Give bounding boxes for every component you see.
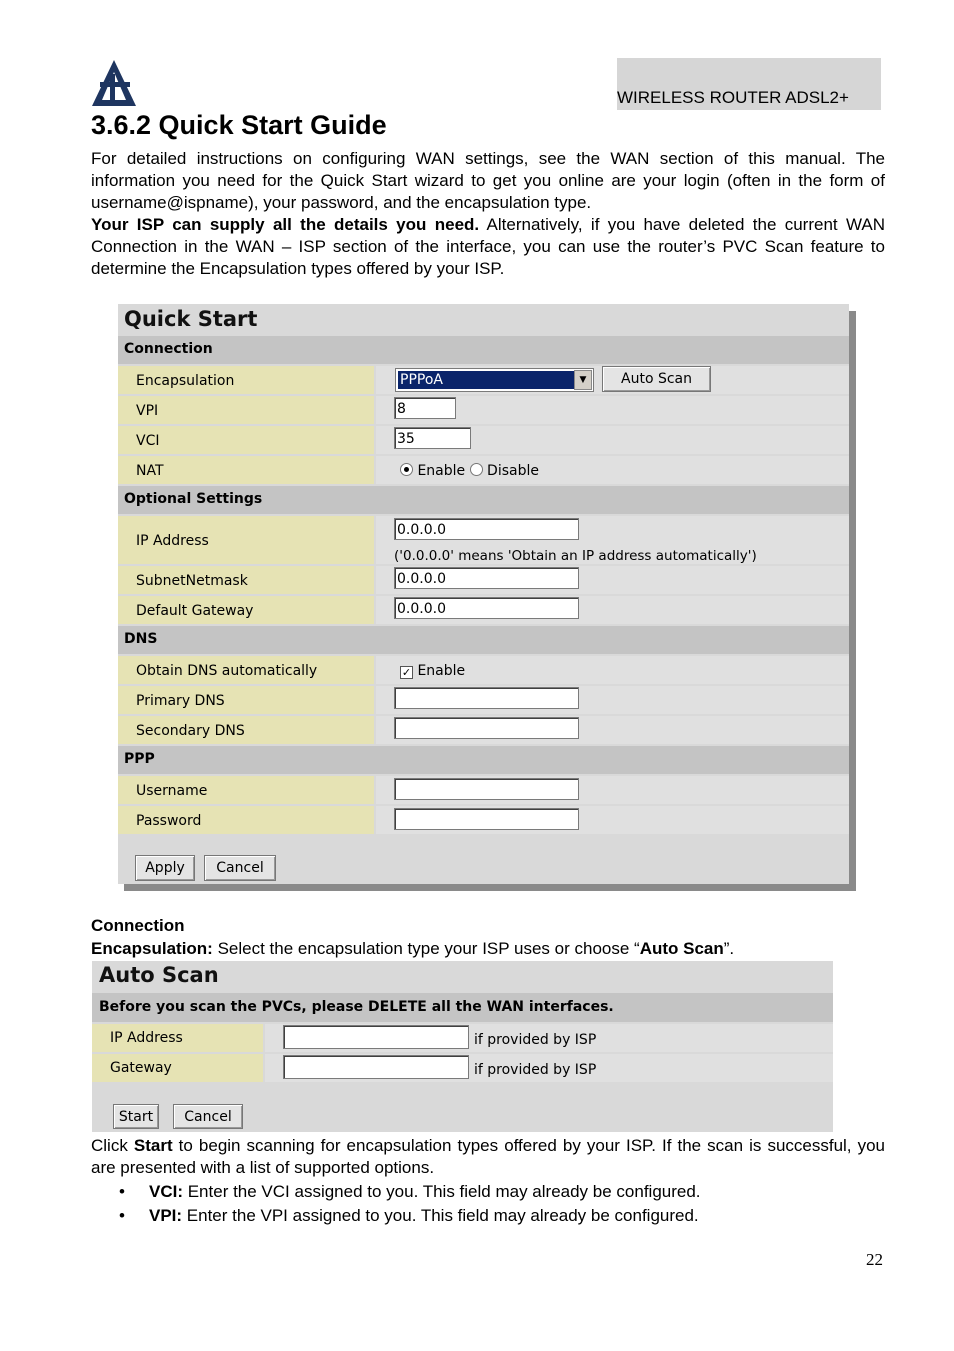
nat-label-cell (118, 454, 374, 484)
quick-start-title: Quick Start (124, 307, 258, 331)
section-dns-label: DNS (124, 631, 158, 647)
vpi-input[interactable]: 8 (394, 397, 456, 419)
nat-enable-radio[interactable] (400, 463, 413, 476)
encapsulation-paragraph (91, 938, 885, 960)
section-connection (118, 336, 849, 364)
bullet-term: VPI: (149, 1206, 183, 1225)
nat-options (400, 463, 539, 479)
intro-paragraph (91, 148, 885, 280)
scan-gateway-label-cell (92, 1052, 263, 1082)
encapsulation-select[interactable] (395, 368, 594, 392)
section-connection-label: Connection (124, 341, 213, 357)
password-input[interactable] (394, 808, 579, 830)
section-dns (118, 626, 849, 654)
vci-label: VCI (136, 433, 160, 449)
nat-label: NAT (136, 463, 164, 479)
encapsulation-end: ”. (723, 939, 735, 958)
intro-rest: Alternatively, if you have deleted the current WAN Connection in the WAN – ISP section of the interface, you can use the router’s PVC Scan feature to determine the Encapsulation types offered by your ISP. (91, 215, 885, 278)
scan-gateway-hint: if provided by ISP (474, 1062, 597, 1078)
gateway-input[interactable]: 0.0.0.0 (394, 597, 579, 619)
after-scan-text: to begin scanning for encapsulation types offered by your ISP. If the scan is successful, you are presented with a list of supported options. (91, 1136, 885, 1177)
primary-dns-input[interactable] (394, 687, 579, 709)
apply-button[interactable]: Apply (135, 855, 195, 881)
scan-gateway-input[interactable] (283, 1055, 469, 1079)
quick-start-panel (118, 304, 849, 884)
subnet-label: SubnetNetmask (136, 573, 248, 589)
nat-disable-label: Disable (487, 463, 539, 479)
list-item (119, 1204, 701, 1228)
password-label: Password (136, 813, 202, 829)
secondary-dns-input[interactable] (394, 717, 579, 739)
subnet-input[interactable]: 0.0.0.0 (394, 567, 579, 589)
bullet-text: Enter the VCI assigned to you. This field may already be configured. (183, 1182, 701, 1201)
vci-input[interactable]: 35 (394, 427, 471, 449)
password-label-cell (118, 804, 374, 834)
auto-scan-note: Before you scan the PVCs, please DELETE all the WAN interfaces. (99, 999, 614, 1015)
encapsulation-label-cell (118, 364, 374, 394)
intro-text: For detailed instructions on configuring WAN settings, see the WAN section of this manual. The information you need for the Quick Start wizard to get you online are your login (often in the form of username@ispname), your password, and the encapsulation type. (91, 149, 885, 212)
after-scan-start: Start (133, 1136, 173, 1155)
intro-bold: Your ISP can supply all the details you need. (91, 215, 480, 234)
subnet-label-cell (118, 564, 374, 594)
ip-label: IP Address (136, 533, 209, 549)
auto-scan-button[interactable]: Auto Scan (602, 366, 711, 392)
encapsulation-term: Encapsulation: (91, 939, 213, 958)
scan-ip-hint: if provided by ISP (474, 1032, 597, 1048)
section-ppp (118, 746, 849, 774)
chevron-down-icon[interactable]: ▼ (574, 370, 592, 390)
ip-hint: ('0.0.0.0' means 'Obtain an IP address automatically') (394, 548, 757, 564)
obtain-dns-option (400, 663, 465, 679)
page-number: 22 (866, 1250, 883, 1269)
bullet-term: VCI: (149, 1182, 183, 1201)
scan-cancel-button[interactable]: Cancel (173, 1104, 243, 1129)
ip-input[interactable]: 0.0.0.0 (394, 518, 579, 540)
encapsulation-selected: PPPoA (398, 371, 576, 389)
after-scan-paragraph (91, 1135, 885, 1179)
scan-gateway-label: Gateway (110, 1060, 172, 1076)
section-ppp-label: PPP (124, 751, 155, 767)
secondary-dns-label: Secondary DNS (136, 723, 245, 739)
connection-heading: Connection (91, 916, 185, 935)
scan-ip-label-cell (92, 1022, 263, 1052)
encapsulation-auto-scan: Auto Scan (639, 939, 724, 958)
obtain-dns-checkbox[interactable]: ✓ (401, 666, 412, 679)
nat-disable-radio[interactable] (470, 463, 483, 476)
section-optional-label: Optional Settings (124, 491, 263, 507)
vpi-label: VPI (136, 403, 159, 419)
auto-scan-note-bar (92, 993, 833, 1022)
primary-dns-label-cell (118, 684, 374, 714)
scan-ip-label: IP Address (110, 1030, 183, 1046)
obtain-dns-enable-label: Enable (417, 663, 466, 679)
primary-dns-label: Primary DNS (136, 693, 225, 709)
cancel-button[interactable]: Cancel (204, 855, 276, 881)
vci-label-cell (118, 424, 374, 454)
obtain-dns-value-cell (376, 654, 849, 684)
ip-label-cell (118, 514, 374, 564)
encapsulation-desc: Select the encapsulation type your ISP uses or choose “ (212, 939, 640, 958)
header-product: WIRELESS ROUTER ADSL2+ (617, 88, 849, 107)
username-label-cell (118, 774, 374, 804)
secondary-dns-label-cell (118, 714, 374, 744)
start-button[interactable]: Start (113, 1104, 159, 1129)
nat-value-cell (376, 454, 849, 484)
company-logo (92, 60, 136, 106)
scan-ip-input[interactable] (283, 1025, 469, 1049)
list-item (119, 1180, 701, 1204)
obtain-dns-label: Obtain DNS automatically (136, 663, 318, 679)
encapsulation-label: Encapsulation (136, 373, 235, 389)
nat-enable-label: Enable (417, 463, 466, 479)
bullet-list (119, 1180, 701, 1228)
gateway-label: Default Gateway (136, 603, 254, 619)
gateway-label-cell (118, 594, 374, 624)
auto-scan-title: Auto Scan (99, 963, 219, 987)
username-input[interactable] (394, 778, 579, 800)
obtain-dns-label-cell (118, 654, 374, 684)
username-label: Username (136, 783, 208, 799)
bullet-text: Enter the VPI assigned to you. This field may already be configured. (182, 1206, 699, 1225)
vpi-label-cell (118, 394, 374, 424)
section-optional (118, 486, 849, 514)
section-title: 3.6.2 Quick Start Guide (91, 110, 387, 140)
after-scan-pre: Click (91, 1136, 134, 1155)
auto-scan-panel (92, 961, 833, 1132)
